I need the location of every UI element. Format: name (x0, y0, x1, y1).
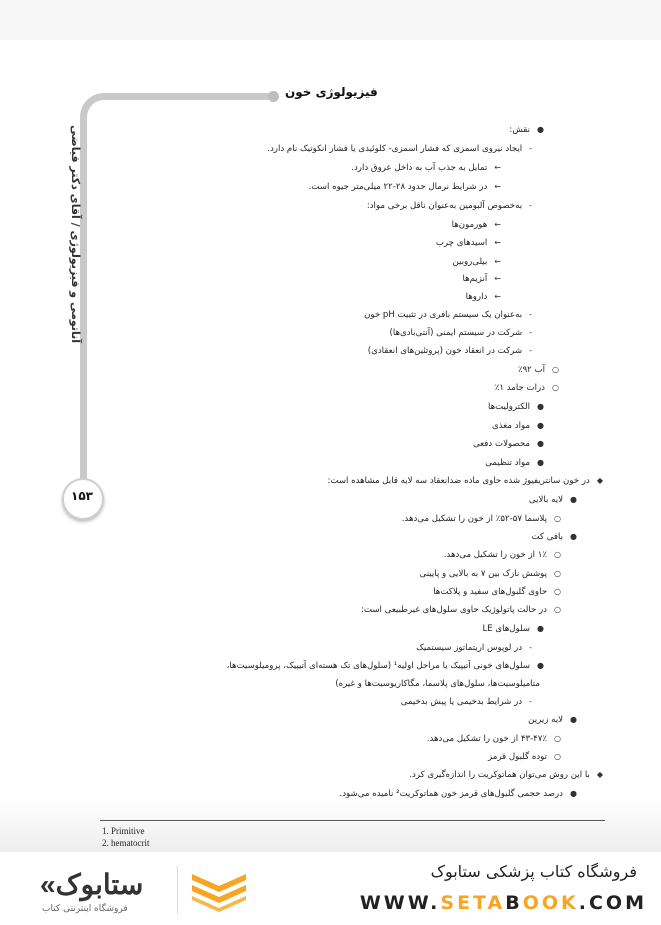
list-item (488, 401, 544, 413)
store-name: فروشگاه کتاب پزشکی ستابوک (430, 862, 637, 881)
url-part-highlight: OOK (522, 892, 579, 914)
list-item (488, 751, 561, 763)
bullet-marker: ○ (554, 734, 561, 743)
list-item (351, 162, 501, 174)
bullet-marker: - (529, 328, 532, 337)
list-item-text: در خون سانتریفیوژ شده حاوی ماده ضدانعقاد سه لایه قابل مشاهده است: (327, 476, 590, 486)
book-stack-icon (188, 868, 250, 912)
url-part: B (505, 892, 523, 914)
list-item (473, 438, 544, 450)
url-part: .COM (578, 892, 647, 914)
bullet-marker: - (529, 201, 532, 210)
list-item-text: بافی کت (531, 532, 564, 542)
bullet-marker: ● (537, 458, 544, 467)
list-item-text: در حالت پاتولوژیک حاوی سلول‌های غیرطبیعی است: (361, 605, 548, 615)
list-item-text: آنزیم‌ها (462, 274, 488, 284)
bullet-marker: ● (537, 624, 544, 633)
list-item (509, 124, 544, 136)
bullet-marker: - (529, 346, 532, 355)
list-item-text: ایجاد نیروی اسمزی که فشار اسمزی- کلوئیدی یا فشار انکوتیک نام دارد. (267, 144, 523, 154)
chapter-title: فیزیولوژی خون (285, 85, 378, 99)
list-item-text: حاوی گلبول‌های سفید و پلاکت‌ها (433, 587, 548, 597)
bullet-marker: - (529, 643, 532, 652)
list-item (427, 733, 561, 745)
list-item-text: سلول‌های LE (482, 624, 531, 634)
list-item (436, 237, 501, 249)
list-item (529, 494, 577, 506)
page-bottom-shade (0, 800, 661, 855)
list-item-text: بیلی‌روبین (452, 257, 488, 267)
bullet-marker: ○ (554, 550, 561, 559)
list-item (463, 273, 502, 285)
list-item (267, 143, 532, 155)
list-item (401, 696, 532, 708)
bullet-marker: ● (570, 715, 577, 724)
bullet-marker: ● (537, 661, 544, 670)
bullet-marker: ● (570, 532, 577, 541)
list-item-text: ۱٪ از خون را تشکیل می‌دهد. (443, 550, 548, 560)
store-logo-subtitle: فروشگاه اینترنتی کتاب (42, 904, 128, 914)
list-item (361, 604, 561, 616)
list-item (368, 345, 532, 357)
list-item-text: درصد حجمی گلبول‌های قرمز خون هماتوکریت² نامیده می‌شود. (339, 789, 564, 799)
list-item (452, 219, 501, 231)
list-item (420, 568, 561, 580)
list-item-text: شرکت در سیستم ایمنی (آنتی‌بادی‌ها) (389, 328, 523, 338)
list-item (409, 769, 603, 781)
list-item-text: لایه زیرین (528, 715, 564, 725)
list-item-continuation (335, 678, 540, 690)
arrow-marker: ← (494, 257, 501, 266)
list-item-text: در لوپوس اریتماتوز سیستمیک (416, 643, 523, 653)
list-item (485, 457, 544, 469)
arrow-marker: ← (494, 292, 501, 301)
bullet-marker: ○ (554, 514, 561, 523)
bullet-marker: - (529, 310, 532, 319)
bullet-marker: ○ (554, 587, 561, 596)
list-item-text: به‌خصوص آلبومین به‌عنوان ناقل برخی مواد: (366, 201, 523, 211)
list-item (518, 364, 559, 376)
list-item-text: با این روش می‌توان هماتوکریت را اندازه‌گیری کرد. (409, 770, 590, 780)
page-number: ۱۵۳ (71, 489, 93, 503)
list-item-text: در شرایط نرمال حدود ۲۸-۲۲ میلی‌متر جیوه است. (308, 182, 488, 192)
list-item (433, 586, 561, 598)
diamond-marker: ◆ (596, 476, 603, 485)
header-frame-dot (268, 91, 279, 102)
bullet-marker: ● (570, 789, 577, 798)
header-frame-bar (100, 93, 272, 100)
list-item (227, 660, 544, 672)
top-margin (0, 0, 661, 40)
list-item-text: متامیلوسیت‌ها، سلول‌های پلاسما، مگاکاریوسیت‌ها و غیره) (335, 679, 540, 689)
arrow-marker: ← (494, 182, 501, 191)
bullet-marker: ○ (554, 569, 561, 578)
url-part: WWW. (359, 892, 441, 914)
store-logo-wordmark: «ستابوک (40, 869, 144, 900)
arrow-marker: ← (494, 163, 501, 172)
list-item (340, 788, 578, 800)
store-url[interactable] (360, 892, 647, 914)
bullet-marker: ○ (554, 752, 561, 761)
list-item-text: هورمون‌ها (451, 220, 488, 230)
list-item-text: ذرات جامد ۱٪ (494, 383, 546, 393)
list-item (309, 181, 501, 193)
bullet-marker: ● (570, 495, 577, 504)
list-item-text: آب ۹۲٪ (517, 365, 546, 375)
list-item-text: نقش: (509, 125, 531, 135)
list-item-text: توده گلبول قرمز (487, 752, 548, 762)
list-item (495, 382, 559, 394)
list-item (531, 531, 577, 543)
bullet-marker: ○ (552, 365, 559, 374)
list-item-text: پلاسما ۵۷-۵۲٪ از خون را تشکیل می‌دهد. (401, 514, 548, 524)
list-item-text: الکترولیت‌ها (487, 402, 531, 412)
list-item (327, 475, 603, 487)
bullet-marker: ○ (552, 383, 559, 392)
list-item (528, 714, 577, 726)
bullet-marker: ● (537, 125, 544, 134)
logo-divider (177, 866, 178, 914)
list-item-text: تمایل به جذب آب به داخل عروق دارد. (351, 163, 488, 173)
footnote: 1. Primitive (102, 826, 145, 836)
footnote: 2. hematocrit (102, 838, 150, 848)
list-item-text: لایه بالایی (528, 495, 564, 505)
list-item (444, 549, 561, 561)
bullet-marker: ○ (554, 605, 561, 614)
side-author-label: آناتومی و فیزیولوژی / آقای دکتر فیاضی (69, 125, 82, 343)
bullet-marker: ● (537, 439, 544, 448)
list-item (364, 309, 532, 321)
list-item-text: پوشش نازک بین ۷ به بالایی و پایینی (419, 569, 548, 579)
arrow-marker: ← (494, 274, 501, 283)
list-item-text: به‌عنوان یک سیستم بافری در تثبیت pH خون (364, 310, 523, 320)
bullet-marker: - (529, 144, 532, 153)
footnote-divider (100, 820, 605, 821)
list-item (482, 623, 544, 635)
arrow-marker: ← (494, 238, 501, 247)
list-item-text: سلول‌های خونی آتیپیک یا مراحل اولیه¹ (سلول‌های تک هسته‌ای آتیپیک، پرومیلوسیت‌ها، (226, 661, 531, 671)
list-item-text: اسیدهای چرب (435, 238, 488, 248)
list-item-text: محصولات دفعی (473, 439, 531, 449)
list-item-text: مواد مغذی (492, 421, 531, 431)
list-item (390, 327, 533, 339)
list-item (452, 256, 501, 268)
list-item-text: شرکت در انعقاد خون (پروتئین‌های انعقادی) (367, 346, 523, 356)
list-item (466, 291, 501, 303)
list-item-text: داروها (465, 292, 488, 302)
bullet-marker: - (529, 697, 532, 706)
bullet-marker: ● (537, 421, 544, 430)
list-item-text: در شرایط بدخیمی یا پیش بدخیمی (400, 697, 523, 707)
list-item (367, 200, 532, 212)
list-item (492, 420, 544, 432)
arrow-marker: ← (494, 220, 501, 229)
list-item (416, 642, 532, 654)
diamond-marker: ◆ (596, 770, 603, 779)
bullet-marker: ● (537, 402, 544, 411)
list-item-text: مواد تنظیمی (485, 458, 531, 468)
url-part-highlight: SETA (440, 892, 506, 914)
list-item-text: ۴۳-۴۷٪ از خون را تشکیل می‌دهد. (426, 734, 548, 744)
list-item (402, 513, 561, 525)
